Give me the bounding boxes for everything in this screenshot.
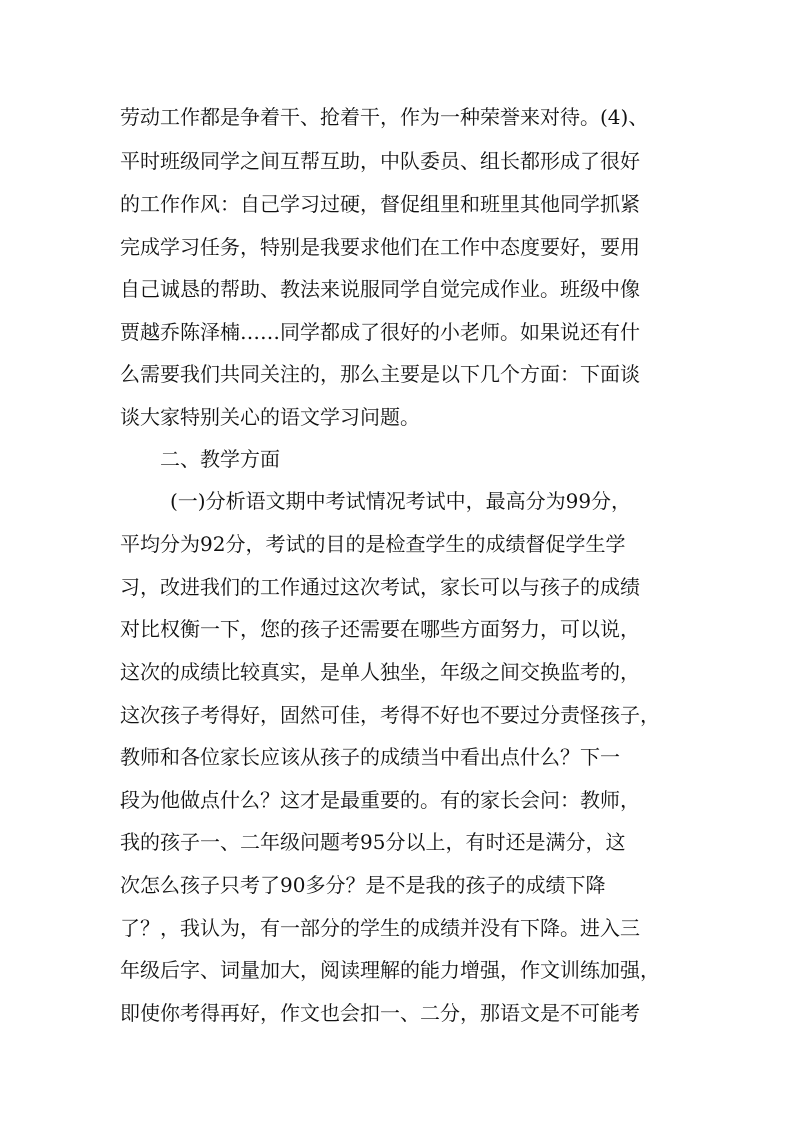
paragraph-line: 贾越乔陈泽楠……同学都成了很好的小老师。如果说还有什 <box>120 320 640 344</box>
paragraph-line: 习，改进我们的工作通过这次考试，家长可以与孩子的成绩 <box>120 575 640 599</box>
paragraph-line: 教师和各位家长应该从孩子的成绩当中看出点什么？下一 <box>120 745 620 769</box>
paragraph-line: 这次的成绩比较真实，是单人独坐，年级之间交换监考的， <box>120 660 640 684</box>
paragraph-line: 段为他做点什么？这才是最重要的。有的家长会问：教师， <box>120 788 640 812</box>
paragraph-line: 我的孩子一、二年级问题考95分以上，有时还是满分，这 <box>120 830 626 854</box>
paragraph-line: 平时班级同学之间互帮互助，中队委员、组长都形成了很好 <box>120 149 640 173</box>
paragraph-line: 次怎么孩子只考了90多分？是不是我的孩子的成绩下降 <box>120 873 606 897</box>
paragraph-line: 平均分为92分，考试的目的是检查学生的成绩督促学生学 <box>120 532 626 556</box>
paragraph-line: 劳动工作都是争着干、抢着干，作为一种荣誉来对待。(4)、 <box>120 105 649 129</box>
section-heading: 二、教学方面 <box>160 447 280 471</box>
paragraph-line: 对比权衡一下，您的孩子还需要在哪些方面努力，可以说， <box>120 617 640 641</box>
paragraph-line: 了？，我认为，有一部分的学生的成绩并没有下降。进入三 <box>120 916 640 940</box>
paragraph-line: 完成学习任务，特别是我要求他们在工作中态度要好，要用 <box>120 235 640 259</box>
paragraph-line: 谈大家特别关心的语文学习问题。 <box>120 405 420 429</box>
paragraph-line: 的工作作风：自己学习过硬，督促组里和班里其他同学抓紧 <box>120 192 640 216</box>
paragraph-line: 即使你考得再好，作文也会扣一、二分，那语文是不可能考 <box>120 1001 640 1025</box>
paragraph-line: 自己诚恳的帮助、教法来说服同学自觉完成作业。班级中像 <box>120 277 640 301</box>
paragraph-line: 年级后字、词量加大，阅读理解的能力增强，作文训练加强， <box>120 958 660 982</box>
paragraph-line: 这次孩子考得好，固然可佳，考得不好也不要过分责怪孩子， <box>120 703 660 727</box>
subsection-heading: (一)分析语文期中考试情况考试中，最高分为99分， <box>170 489 632 513</box>
paragraph-line: 么需要我们共同关注的，那么主要是以下几个方面：下面谈 <box>120 362 640 386</box>
